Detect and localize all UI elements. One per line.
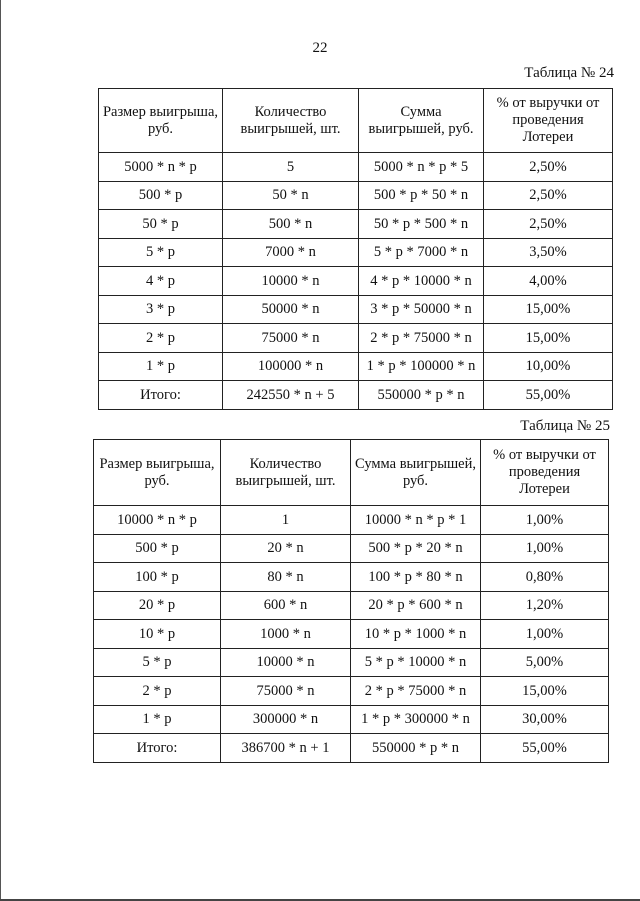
cell-prize-size: 50 * p	[99, 210, 223, 239]
cell-prize-count: 386700 * n + 1	[221, 734, 351, 763]
table-row	[94, 563, 609, 592]
cell-prize-count: 50 * n	[223, 181, 359, 210]
table-header-row	[99, 89, 613, 153]
table-row	[99, 324, 613, 353]
cell-prize-sum: 500 * p * 20 * n	[351, 534, 481, 563]
cell-prize-count: 300000 * n	[221, 705, 351, 734]
cell-prize-count: 50000 * n	[223, 295, 359, 324]
cell-prize-sum: 10 * p * 1000 * n	[351, 620, 481, 649]
header-revenue-percent: % от выручки от проведения Лотереи	[484, 89, 613, 153]
table-total-row	[94, 734, 609, 763]
cell-prize-sum: 5 * p * 7000 * n	[359, 238, 484, 267]
cell-prize-sum: 1 * p * 300000 * n	[351, 705, 481, 734]
table-row	[99, 210, 613, 239]
cell-revenue-percent: 55,00%	[481, 734, 609, 763]
cell-revenue-percent: 2,50%	[484, 210, 613, 239]
header-prize-sum: Сумма выигрышей, руб.	[359, 89, 484, 153]
cell-revenue-percent: 1,00%	[481, 534, 609, 563]
cell-prize-count: 1000 * n	[221, 620, 351, 649]
cell-revenue-percent: 5,00%	[481, 648, 609, 677]
table-total-row	[99, 381, 613, 410]
cell-prize-size: 10 * p	[94, 620, 221, 649]
scan-left-edge	[0, 0, 1, 901]
cell-prize-sum: 2 * p * 75000 * n	[359, 324, 484, 353]
cell-prize-sum: 4 * p * 10000 * n	[359, 267, 484, 296]
cell-prize-count: 500 * n	[223, 210, 359, 239]
cell-prize-size: 10000 * n * p	[94, 506, 221, 535]
cell-revenue-percent: 55,00%	[484, 381, 613, 410]
cell-prize-count: 100000 * n	[223, 352, 359, 381]
cell-prize-size: 500 * p	[99, 181, 223, 210]
header-revenue-percent: % от выручки от проведения Лотереи	[481, 440, 609, 506]
cell-revenue-percent: 15,00%	[484, 324, 613, 353]
table-row	[99, 267, 613, 296]
header-prize-count: Количество выигрышей, шт.	[221, 440, 351, 506]
cell-prize-sum: 5000 * n * p * 5	[359, 153, 484, 182]
header-prize-sum: Сумма выигрышей, руб.	[351, 440, 481, 506]
cell-revenue-percent: 1,20%	[481, 591, 609, 620]
header-prize-size: Размер выигрыша, руб.	[99, 89, 223, 153]
table-row	[94, 506, 609, 535]
cell-prize-sum: 10000 * n * p * 1	[351, 506, 481, 535]
cell-prize-count: 1	[221, 506, 351, 535]
cell-revenue-percent: 30,00%	[481, 705, 609, 734]
cell-prize-size: 20 * p	[94, 591, 221, 620]
table-row	[99, 153, 613, 182]
cell-prize-sum: 20 * p * 600 * n	[351, 591, 481, 620]
cell-prize-size: Итого:	[94, 734, 221, 763]
cell-prize-size: 5000 * n * p	[99, 153, 223, 182]
cell-prize-count: 75000 * n	[221, 677, 351, 706]
table-row	[99, 181, 613, 210]
cell-prize-size: 100 * p	[94, 563, 221, 592]
cell-revenue-percent: 2,50%	[484, 153, 613, 182]
table-row	[99, 295, 613, 324]
cell-prize-sum: 500 * p * 50 * n	[359, 181, 484, 210]
cell-prize-sum: 550000 * p * n	[351, 734, 481, 763]
table-row	[99, 352, 613, 381]
cell-prize-size: 1 * p	[94, 705, 221, 734]
cell-prize-size: 4 * p	[99, 267, 223, 296]
cell-revenue-percent: 3,50%	[484, 238, 613, 267]
cell-revenue-percent: 10,00%	[484, 352, 613, 381]
cell-prize-count: 10000 * n	[223, 267, 359, 296]
cell-revenue-percent: 15,00%	[484, 295, 613, 324]
cell-prize-size: 1 * p	[99, 352, 223, 381]
cell-prize-count: 80 * n	[221, 563, 351, 592]
cell-revenue-percent: 15,00%	[481, 677, 609, 706]
cell-revenue-percent: 4,00%	[484, 267, 613, 296]
table-row	[94, 705, 609, 734]
header-prize-count: Количество выигрышей, шт.	[223, 89, 359, 153]
prize-table-25	[93, 439, 609, 763]
cell-prize-size: 2 * p	[99, 324, 223, 353]
cell-revenue-percent: 1,00%	[481, 506, 609, 535]
cell-prize-size: 500 * p	[94, 534, 221, 563]
table-row	[94, 591, 609, 620]
cell-prize-count: 10000 * n	[221, 648, 351, 677]
cell-prize-sum: 5 * p * 10000 * n	[351, 648, 481, 677]
cell-prize-count: 5	[223, 153, 359, 182]
cell-prize-sum: 3 * p * 50000 * n	[359, 295, 484, 324]
cell-prize-count: 7000 * n	[223, 238, 359, 267]
cell-prize-size: Итого:	[99, 381, 223, 410]
table-row	[99, 238, 613, 267]
table-25-caption: Таблица № 25	[520, 418, 610, 434]
cell-prize-sum: 100 * p * 80 * n	[351, 563, 481, 592]
header-prize-size: Размер выигрыша, руб.	[94, 440, 221, 506]
cell-revenue-percent: 0,80%	[481, 563, 609, 592]
cell-prize-count: 242550 * n + 5	[223, 381, 359, 410]
cell-revenue-percent: 2,50%	[484, 181, 613, 210]
cell-prize-count: 20 * n	[221, 534, 351, 563]
page-number: 22	[312, 40, 328, 56]
cell-prize-sum: 50 * p * 500 * n	[359, 210, 484, 239]
cell-prize-sum: 1 * p * 100000 * n	[359, 352, 484, 381]
cell-prize-size: 5 * p	[94, 648, 221, 677]
table-row	[94, 648, 609, 677]
cell-prize-sum: 550000 * p * n	[359, 381, 484, 410]
prize-table-24	[98, 88, 613, 410]
table-header-row	[94, 440, 609, 506]
cell-prize-size: 5 * p	[99, 238, 223, 267]
cell-prize-count: 600 * n	[221, 591, 351, 620]
cell-revenue-percent: 1,00%	[481, 620, 609, 649]
cell-prize-sum: 2 * p * 75000 * n	[351, 677, 481, 706]
cell-prize-size: 2 * p	[94, 677, 221, 706]
cell-prize-count: 75000 * n	[223, 324, 359, 353]
table-row	[94, 677, 609, 706]
table-row	[94, 620, 609, 649]
table-row	[94, 534, 609, 563]
table-24-caption: Таблица № 24	[524, 65, 614, 81]
cell-prize-size: 3 * p	[99, 295, 223, 324]
